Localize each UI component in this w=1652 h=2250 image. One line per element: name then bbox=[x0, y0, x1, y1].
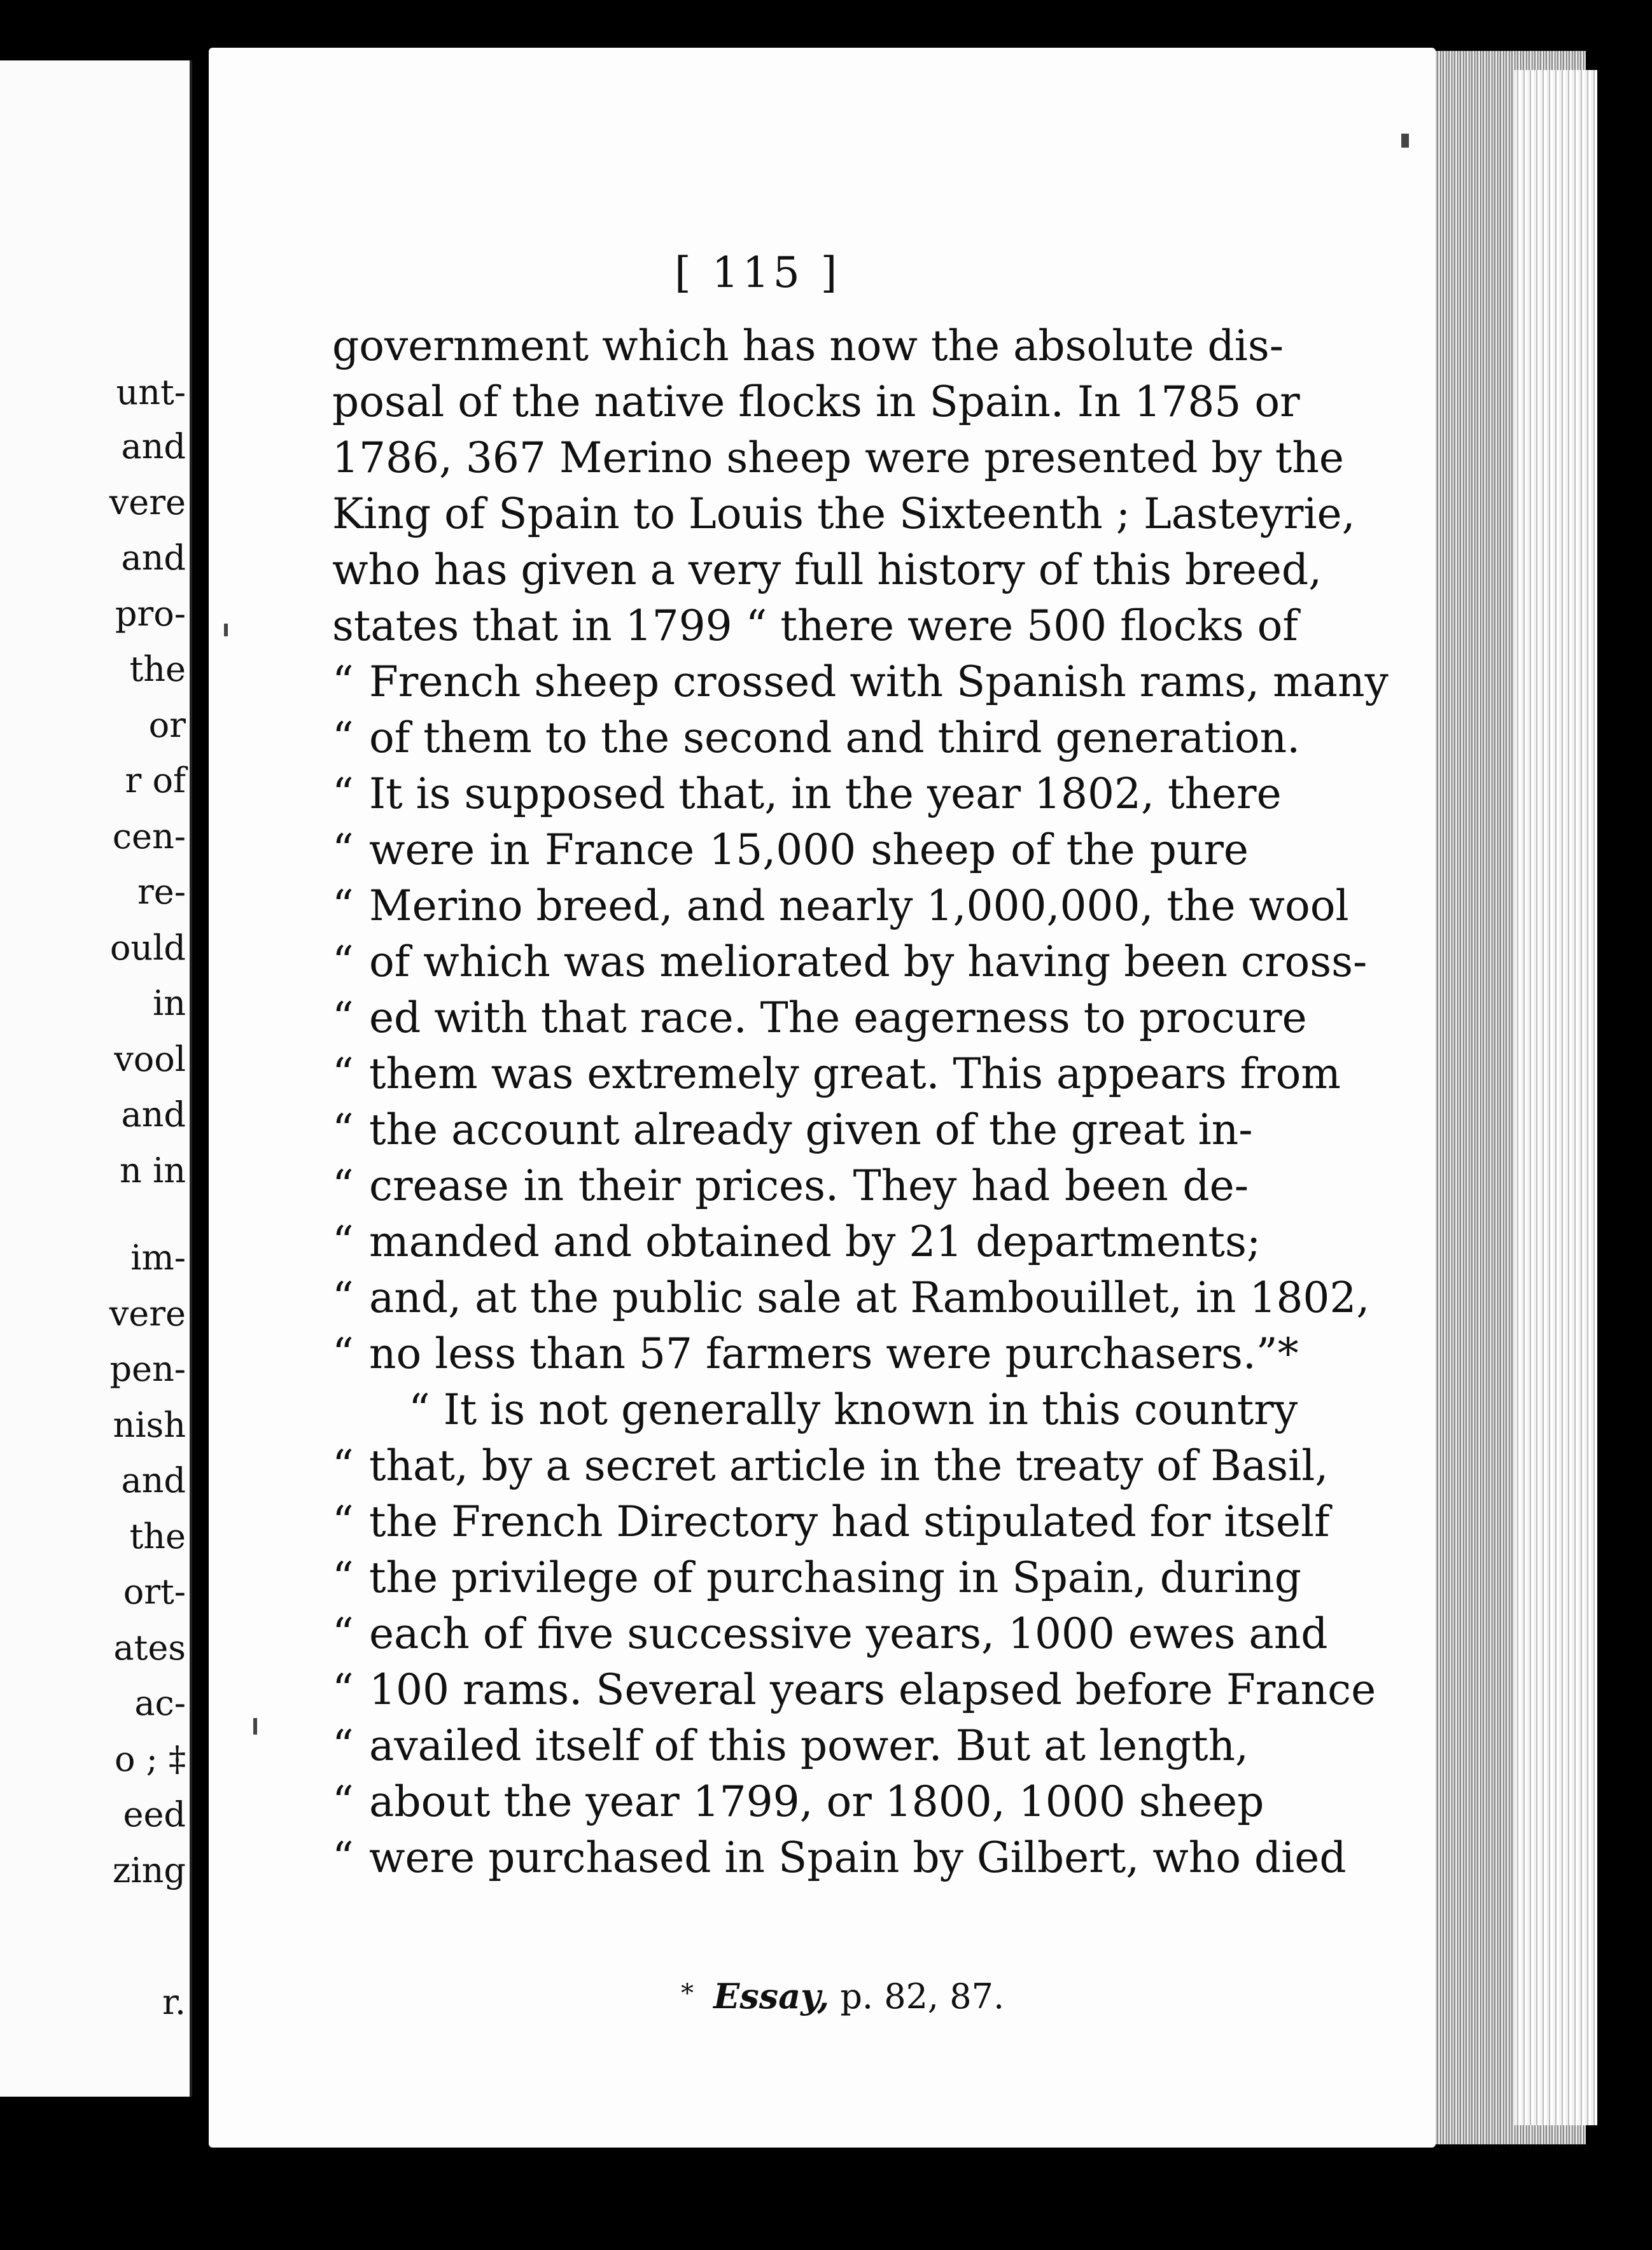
text-line bbox=[332, 1102, 1253, 1158]
quotation-mark: “ bbox=[332, 1721, 354, 1770]
text-line bbox=[332, 1046, 1341, 1102]
quotation-mark: “ bbox=[332, 993, 354, 1042]
text-line bbox=[332, 374, 1300, 430]
quotation-mark: “ bbox=[332, 769, 354, 818]
line-text: crease in their prices. They had been de- bbox=[369, 1161, 1249, 1210]
margin-speck bbox=[253, 1718, 257, 1735]
footnote bbox=[681, 1976, 1004, 2016]
body-text bbox=[332, 318, 1389, 1886]
footnote-pages: p. 82, 87. bbox=[840, 1976, 1005, 2016]
text-line bbox=[332, 1550, 1301, 1606]
line-text: of which was meliorated by having been cross- bbox=[369, 937, 1368, 986]
quotation-mark: “ bbox=[332, 937, 354, 986]
line-text: Merino breed, and nearly 1,000,000, the wool bbox=[369, 881, 1349, 930]
quotation-mark: “ bbox=[332, 1161, 354, 1210]
line-text: the French Directory had stipulated for itself bbox=[369, 1497, 1330, 1546]
line-text: government which has now the absolute dis- bbox=[332, 321, 1284, 370]
quotation-mark: “ bbox=[332, 1217, 354, 1266]
left-page-fragment: and bbox=[121, 538, 186, 578]
line-text: “ It is not generally known in this country bbox=[409, 1385, 1298, 1434]
text-line bbox=[332, 1494, 1330, 1550]
left-page-fragment: in bbox=[152, 983, 186, 1023]
left-page-fragment: vere bbox=[109, 482, 186, 522]
quotation-mark: “ bbox=[332, 1329, 354, 1378]
line-text: 1786, 367 Merino sheep were presented by the bbox=[332, 433, 1344, 482]
left-page-fragment: unt- bbox=[116, 372, 186, 412]
line-text: ed with that race. The eagerness to procure bbox=[369, 993, 1307, 1042]
left-page-fragment: ac- bbox=[134, 1683, 186, 1723]
line-text: them was extremely great. This appears from bbox=[369, 1049, 1341, 1098]
left-page-fragment: and bbox=[121, 426, 186, 466]
footnote-mark: * bbox=[681, 1979, 694, 2008]
text-line bbox=[332, 1326, 1299, 1382]
text-line bbox=[332, 1606, 1328, 1662]
line-text: It is supposed that, in the year 1802, there bbox=[369, 769, 1282, 818]
line-text: of them to the second and third generation. bbox=[369, 713, 1301, 762]
text-line bbox=[332, 1830, 1347, 1886]
line-text: no less than 57 farmers were purchasers.”* bbox=[369, 1329, 1299, 1378]
left-page-fragment: zing bbox=[112, 1850, 186, 1890]
margin-speck bbox=[1401, 134, 1409, 148]
text-line bbox=[332, 318, 1284, 374]
left-page-fragment: and bbox=[121, 1460, 186, 1500]
quotation-mark: “ bbox=[332, 713, 354, 762]
left-page-fragment: o ; ‡ bbox=[114, 1739, 186, 1779]
quotation-mark: “ bbox=[332, 1553, 354, 1602]
left-page-fragment: or bbox=[148, 705, 186, 745]
quotation-mark: “ bbox=[332, 1049, 354, 1098]
left-page-fragment: the bbox=[129, 1516, 186, 1556]
line-text: each of five successive years, 1000 ewes and bbox=[369, 1609, 1328, 1658]
text-line bbox=[332, 710, 1301, 766]
line-text: French sheep crossed with Spanish rams, many bbox=[369, 657, 1389, 706]
quotation-mark: “ bbox=[332, 657, 354, 706]
left-page-fragment: r of bbox=[125, 760, 186, 800]
text-line bbox=[332, 542, 1322, 598]
text-line bbox=[332, 598, 1298, 654]
left-page-fragment: vere bbox=[109, 1294, 186, 1334]
quotation-mark: “ bbox=[332, 825, 354, 874]
left-facing-page bbox=[0, 60, 192, 2097]
quotation-mark: “ bbox=[332, 1665, 354, 1714]
line-text: and, at the public sale at Rambouillet, in 1802, bbox=[369, 1273, 1370, 1322]
left-page-fragment: nish bbox=[113, 1405, 186, 1445]
left-page-fragment: n in bbox=[120, 1150, 186, 1191]
left-page-fragment: pro- bbox=[115, 594, 186, 634]
margin-speck bbox=[224, 624, 228, 636]
quotation-mark: “ bbox=[332, 881, 354, 930]
quotation-mark: “ bbox=[332, 1441, 354, 1490]
quotation-mark: “ bbox=[332, 1777, 354, 1826]
quotation-mark: “ bbox=[332, 1105, 354, 1154]
line-text: were in France 15,000 sheep of the pure bbox=[369, 825, 1249, 874]
text-line bbox=[332, 1214, 1261, 1270]
page-number: [ 115 ] bbox=[675, 248, 841, 297]
line-text: who has given a very full history of this breed, bbox=[332, 545, 1322, 594]
line-text: were purchased in Spain by Gilbert, who died bbox=[369, 1833, 1347, 1882]
text-line bbox=[332, 1718, 1249, 1774]
text-line bbox=[332, 1158, 1249, 1214]
text-line bbox=[332, 1662, 1376, 1718]
left-page-fragment: im- bbox=[130, 1238, 186, 1278]
left-page-fragment: cen- bbox=[112, 816, 186, 856]
text-line bbox=[332, 1774, 1264, 1830]
line-text: the privilege of purchasing in Spain, during bbox=[369, 1553, 1301, 1602]
left-page-fragment: eed bbox=[123, 1794, 186, 1834]
line-text: posal of the native flocks in Spain. In 1785 or bbox=[332, 377, 1300, 426]
quotation-mark: “ bbox=[332, 1497, 354, 1546]
left-page-fragment: ates bbox=[113, 1628, 186, 1668]
text-line bbox=[332, 430, 1344, 486]
left-page-fragment: re- bbox=[137, 872, 186, 912]
text-line bbox=[332, 878, 1349, 934]
left-page-fragment: ort- bbox=[123, 1572, 186, 1612]
text-line bbox=[332, 990, 1307, 1046]
line-text: about the year 1799, or 1800, 1000 sheep bbox=[369, 1777, 1264, 1826]
left-page-fragment: the bbox=[129, 649, 186, 689]
left-page-fragment: vool bbox=[114, 1039, 186, 1079]
quotation-mark: “ bbox=[332, 1609, 354, 1658]
left-page-fragment: ould bbox=[109, 928, 186, 968]
line-text: the account already given of the great in- bbox=[369, 1105, 1253, 1154]
line-text: manded and obtained by 21 departments; bbox=[369, 1217, 1261, 1266]
line-text: 100 rams. Several years elapsed before France bbox=[369, 1665, 1376, 1714]
line-text: availed itself of this power. But at length, bbox=[369, 1721, 1249, 1770]
left-page-fragment: r. bbox=[162, 1982, 186, 2022]
text-line bbox=[332, 766, 1282, 822]
quotation-mark: “ bbox=[332, 1273, 354, 1322]
page-edges-outer bbox=[1515, 70, 1597, 2125]
text-line bbox=[332, 1438, 1329, 1494]
quotation-mark: “ bbox=[332, 1833, 354, 1882]
footnote-source: Essay, bbox=[713, 1976, 830, 2016]
left-page-fragment: and bbox=[121, 1094, 186, 1135]
line-text: that, by a secret article in the treaty of Basil, bbox=[369, 1441, 1329, 1490]
text-line bbox=[332, 486, 1355, 542]
line-text: states that in 1799 “ there were 500 flocks of bbox=[332, 601, 1298, 650]
text-line bbox=[332, 1270, 1370, 1326]
left-page-fragment: pen- bbox=[109, 1349, 186, 1389]
text-line bbox=[332, 654, 1389, 710]
text-line bbox=[332, 822, 1249, 878]
text-line bbox=[332, 1382, 1298, 1438]
text-line bbox=[332, 934, 1368, 990]
line-text: King of Spain to Louis the Sixteenth ; Lasteyrie, bbox=[332, 489, 1355, 538]
